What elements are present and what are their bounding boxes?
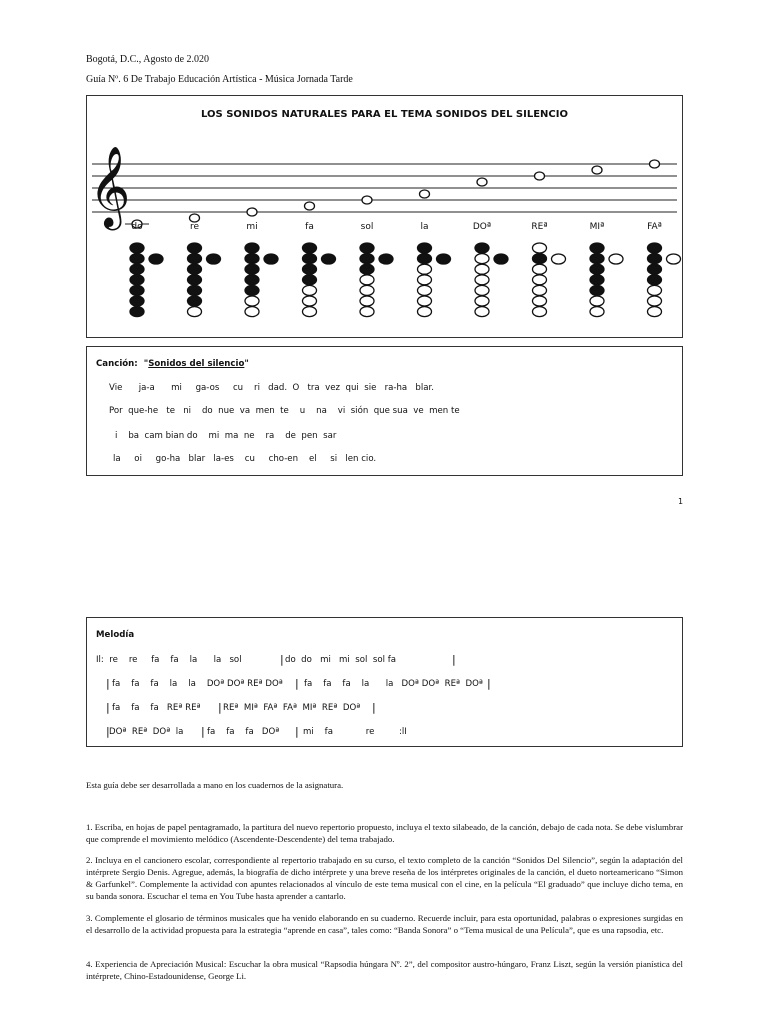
lyrics-line: i ba cam bian do mi ma ne ra de pen sar — [115, 431, 337, 441]
staff-and-fingerings — [87, 96, 684, 339]
closed-hole — [360, 264, 374, 274]
lyrics-line: Vie ja-a mi ga-os cu ri dad. O tra vez qui sie ra-ha blar. — [109, 383, 434, 393]
melody-measure: DOª REª DOª la — [109, 727, 184, 737]
song-label: Canción: — [96, 359, 138, 369]
open-hole — [475, 296, 489, 306]
melody-measure: fa fa fa la la DOª DOª REª DOª — [304, 679, 483, 689]
closed-thumb-hole — [494, 254, 508, 264]
closed-hole — [130, 264, 144, 274]
closed-hole — [245, 275, 259, 285]
open-hole — [533, 264, 547, 274]
closed-hole — [590, 275, 604, 285]
melody-measure: Il: re re fa fa la la sol — [96, 655, 242, 665]
closed-thumb-hole — [322, 254, 336, 264]
melody-heading: Melodía — [96, 630, 135, 640]
fingering-chart-title: LOS SONIDOS NATURALES PARA EL TEMA SONIDOS DEL SILENCIO — [201, 109, 568, 120]
instruction-item: 1. Escriba, en hojas de papel pentagramado, la partitura del nuevo repertorio propuesto, incluya el texto silabeado, de la canción, debajo de cada nota. Se debe vislumbrar que comprende el movimiento melódico (Ascendente-Descendente) del tema trabajado. — [86, 822, 683, 844]
closed-hole — [360, 254, 374, 264]
closed-hole — [648, 275, 662, 285]
song-lyrics-box — [86, 346, 683, 476]
melody-measure: mi fa re :lI — [303, 727, 407, 737]
open-hole — [590, 296, 604, 306]
lyrics-line: Por que-he te ni do nue va men te u na vi sión que sua ve men te — [109, 406, 460, 416]
open-hole — [648, 296, 662, 306]
note-name-label: do — [131, 222, 143, 232]
note-name-label: DOª — [472, 222, 492, 232]
whole-note — [362, 196, 372, 204]
closed-hole — [130, 296, 144, 306]
instructions-intro: Esta guía debe ser desarrollada a mano en los cuadernos de la asignatura. — [86, 780, 344, 790]
open-hole — [475, 264, 489, 274]
closed-hole — [303, 275, 317, 285]
closed-hole — [130, 285, 144, 295]
closed-hole — [188, 296, 202, 306]
open-hole — [360, 275, 374, 285]
fingering-chart — [86, 95, 683, 338]
closed-hole — [590, 264, 604, 274]
open-hole — [303, 296, 317, 306]
closed-hole — [245, 254, 259, 264]
closed-hole — [360, 243, 374, 253]
page-number: 1 — [678, 497, 684, 506]
closed-hole — [303, 254, 317, 264]
open-hole — [648, 285, 662, 295]
bar-line: | — [280, 653, 284, 666]
whole-note — [305, 202, 315, 210]
closed-hole — [130, 275, 144, 285]
instruction-item: 2. Incluya en el cancionero escolar, correspondiente al repertorio trabajado en su curso, el texto completo de la canción “Sonidos Del Silencio”, según la adaptación del intérprete Sergio Denis. Agregue, además, la biografía de dicho intérprete y una breve reseña de los intérpretes originales de la canción, el dueto norteamericano “Simon & Garfunkel”. Complemente la actividad con apuntes relacionados al vínculo de este tema musical con el cine, en la película “El graduado” que incluye dicho tema, en su banda sonora. Escuchar el tema en You Tube hasta aprender a cantarlo. — [86, 855, 683, 901]
open-hole — [648, 307, 662, 317]
melody-box — [86, 617, 683, 747]
open-hole — [475, 275, 489, 285]
open-hole — [245, 296, 259, 306]
note-name-label: MIª — [589, 222, 605, 232]
note-name-label: sol — [360, 222, 374, 232]
closed-hole — [245, 243, 259, 253]
open-hole — [303, 285, 317, 295]
open-hole — [418, 296, 432, 306]
note-name-label: fa — [305, 222, 314, 232]
open-hole — [418, 285, 432, 295]
bar-line: | — [201, 725, 205, 738]
note-name-label: re — [189, 222, 200, 232]
bar-line: | — [106, 701, 110, 714]
open-hole — [533, 243, 547, 253]
melody-measure: do do mi mi sol sol fa — [285, 655, 396, 665]
song-title: Sonidos del silencio — [148, 359, 245, 369]
closed-hole — [303, 264, 317, 274]
closed-hole — [418, 243, 432, 253]
note-name-label: mi — [246, 222, 258, 232]
closed-hole — [648, 243, 662, 253]
melody-measure: REª MIª FAª FAª MIª REª DOª — [223, 703, 361, 713]
note-name-label: REª — [531, 222, 548, 232]
open-hole — [303, 307, 317, 317]
open-hole — [590, 307, 604, 317]
song-heading: Canción: "Sonidos del silencio" — [96, 359, 249, 369]
open-hole — [533, 307, 547, 317]
instruction-item: 3. Complemente el glosario de términos musicales que ha venido elaborando en su cuaderno. Recuerde incluir, para esta oportunidad, palabras o expresiones surgidas en el desarrollo de la actividad propuesta para la estrategia “aprende en casa”, tales como: “Banda Sonora” o “Tema musical de una Película”, que es una rapsodia, etc. — [86, 913, 683, 935]
closed-hole — [475, 243, 489, 253]
melody-measure: fa fa fa DOª — [207, 727, 280, 737]
closed-hole — [188, 243, 202, 253]
closed-hole — [418, 254, 432, 264]
bar-line: | — [218, 701, 222, 714]
open-hole — [475, 285, 489, 295]
open-hole — [475, 307, 489, 317]
open-hole — [418, 275, 432, 285]
lyrics-line: la oi go-ha blar la-es cu cho-en el si len cio. — [113, 454, 377, 464]
closed-hole — [130, 254, 144, 264]
open-hole — [533, 275, 547, 285]
bar-line: | — [106, 677, 110, 690]
bar-line: | — [295, 677, 299, 690]
closed-thumb-hole — [264, 254, 278, 264]
header-date: Bogotá, D.C., Agosto de 2.020 — [86, 54, 210, 65]
closed-hole — [188, 285, 202, 295]
open-thumb-hole — [667, 254, 681, 264]
open-hole — [245, 307, 259, 317]
closed-thumb-hole — [437, 254, 451, 264]
open-hole — [360, 296, 374, 306]
header-guide-title: Guía Nº. 6 De Trabajo Educación Artística - Música Jornada Tarde — [86, 74, 353, 85]
whole-note — [650, 160, 660, 168]
note-name-label: FAª — [647, 222, 662, 232]
whole-note — [190, 214, 200, 222]
closed-thumb-hole — [149, 254, 163, 264]
closed-hole — [590, 243, 604, 253]
open-hole — [418, 307, 432, 317]
note-name-label: la — [420, 222, 429, 232]
bar-line: | — [106, 725, 110, 738]
open-hole — [533, 285, 547, 295]
closed-hole — [590, 285, 604, 295]
whole-note — [477, 178, 487, 186]
closed-hole — [303, 243, 317, 253]
whole-note — [420, 190, 430, 198]
open-hole — [360, 307, 374, 317]
closed-hole — [188, 275, 202, 285]
closed-hole — [533, 254, 547, 264]
open-hole — [360, 285, 374, 295]
closed-hole — [130, 243, 144, 253]
open-thumb-hole — [609, 254, 623, 264]
closed-hole — [648, 264, 662, 274]
bar-line: | — [295, 725, 299, 738]
melody-measure: fa fa fa la la DOª DOª REª DOª — [112, 679, 283, 689]
closed-hole — [188, 264, 202, 274]
closed-hole — [245, 264, 259, 274]
whole-note — [592, 166, 602, 174]
closed-thumb-hole — [207, 254, 221, 264]
closed-thumb-hole — [379, 254, 393, 264]
closed-hole — [648, 254, 662, 264]
bar-line: | — [487, 677, 491, 690]
closed-hole — [245, 285, 259, 295]
bar-line: | — [372, 701, 376, 714]
whole-note — [535, 172, 545, 180]
treble-clef-icon: 𝄞 — [89, 145, 131, 227]
open-hole — [475, 254, 489, 264]
open-hole — [188, 307, 202, 317]
instruction-item: 4. Experiencia de Apreciación Musical: Escuchar la obra musical “Rapsodia húngara Nº. 2”, del compositor austro-húngaro, Franz Liszt, según la versión pianística del intérprete, Chino-Estadounidense, George Li. — [86, 959, 683, 981]
open-hole — [533, 296, 547, 306]
bar-line: | — [452, 653, 456, 666]
closed-hole — [130, 307, 144, 317]
closed-hole — [590, 254, 604, 264]
melody-measure: fa fa fa REª REª — [112, 703, 201, 713]
closed-hole — [188, 254, 202, 264]
whole-note — [247, 208, 257, 216]
open-hole — [418, 264, 432, 274]
open-thumb-hole — [552, 254, 566, 264]
